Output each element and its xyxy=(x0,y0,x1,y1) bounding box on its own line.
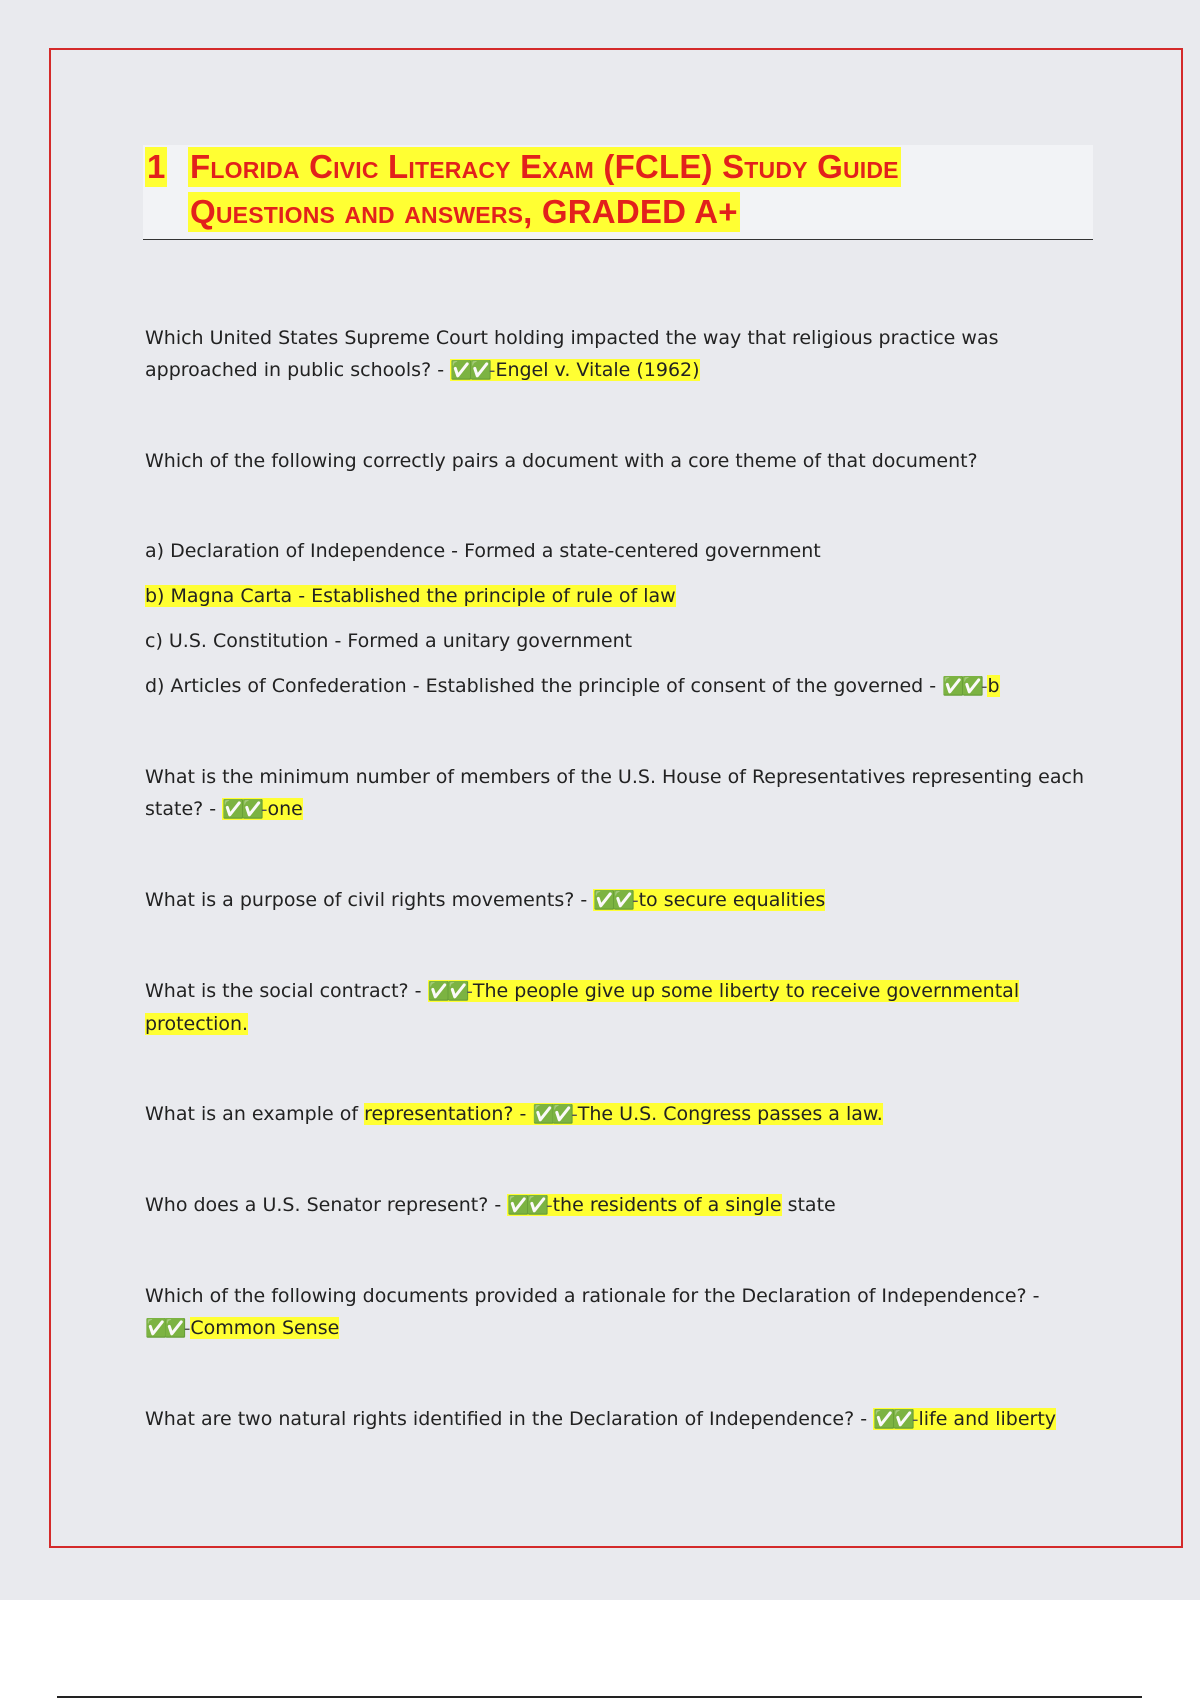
question-text: Who does a U.S. Senator represent? - xyxy=(145,1194,508,1216)
heading-number: 1 xyxy=(147,148,166,185)
option-text: c) U.S. Constitution - Formed a unitary government xyxy=(145,630,633,652)
double-check-icon: ✅✅- xyxy=(873,1409,916,1430)
answer-highlight xyxy=(450,359,699,381)
qa-item-1 xyxy=(145,322,1090,387)
qa-item-4 xyxy=(145,884,1090,917)
answer-text: Common Sense xyxy=(190,1317,340,1339)
qa-item-3 xyxy=(145,761,1090,826)
qa-item-5 xyxy=(145,975,1090,1040)
question-text: What is a purpose of civil rights movements? - xyxy=(145,889,594,911)
question-text: What are two natural rights identified in the Declaration of Independence? - xyxy=(145,1408,874,1430)
answer-highlight xyxy=(593,889,825,911)
double-check-icon: ✅✅- xyxy=(942,676,985,697)
double-check-icon: ✅✅- xyxy=(222,799,265,820)
question-text: Which United States Supreme Court holding impacted the way that religious practice was approached in public schools? - xyxy=(145,327,999,381)
question-text: Which of the following documents provided a rationale for the Declaration of Independence? - xyxy=(145,1285,1040,1307)
option-text: b) Magna Carta - Established the principle of rule of law xyxy=(145,585,676,607)
option-text: a) Declaration of Independence - Formed a state-centered government xyxy=(145,540,821,562)
double-check-icon: ✅✅- xyxy=(427,981,470,1002)
double-check-icon: ✅✅- xyxy=(145,1318,188,1339)
heading-line-2: Questions and answers, GRADED A+ xyxy=(190,193,738,230)
question-text: What is an example of xyxy=(145,1103,365,1125)
answer-text: to secure equalities xyxy=(638,889,826,911)
double-check-icon: ✅✅- xyxy=(532,1104,575,1125)
answer-highlight xyxy=(222,798,303,820)
answer-text: b xyxy=(987,675,1000,697)
option-text: d) Articles of Confederation - Established the principle of consent of the governed - xyxy=(145,675,943,697)
bottom-divider xyxy=(57,1696,1142,1698)
double-check-icon: ✅✅- xyxy=(593,890,636,911)
qa-item-6 xyxy=(145,1098,1090,1131)
answer-highlight xyxy=(873,1408,1056,1430)
qa-item-7 xyxy=(145,1189,1090,1222)
document-heading xyxy=(143,145,1093,240)
qa-item-2 xyxy=(145,445,1090,477)
option-c xyxy=(145,625,1090,657)
question-highlight-text: representation? - xyxy=(364,1103,533,1125)
double-check-icon: ✅✅- xyxy=(450,360,493,381)
answer-text: the residents of a single xyxy=(552,1194,782,1216)
question-text: What is the social contract? - xyxy=(145,980,428,1002)
option-a xyxy=(145,535,1090,567)
answer-tail-text: state xyxy=(781,1194,836,1216)
heading-line-1: Florida Civic Literacy Exam (FCLE) Study Guide xyxy=(190,148,899,185)
answer-text: Engel v. Vitale (1962) xyxy=(495,359,700,381)
question-text: What is the minimum number of members of the U.S. House of Representatives representing each state? - xyxy=(145,766,1085,820)
option-b xyxy=(145,580,1090,612)
answer-text: life and liberty xyxy=(918,1408,1057,1430)
answer-text: The people give up some liberty to receive governmental protection. xyxy=(145,980,1020,1035)
answer-text: one xyxy=(267,798,303,820)
answer-text: The U.S. Congress passes a law. xyxy=(577,1103,883,1125)
double-check-icon: ✅✅- xyxy=(507,1195,550,1216)
qa-item-9 xyxy=(145,1403,1090,1436)
option-d xyxy=(145,670,1090,703)
answer-highlight xyxy=(507,1194,781,1216)
qa-content xyxy=(145,322,1090,1436)
qa-item-8 xyxy=(145,1280,1090,1345)
question-text: Which of the following correctly pairs a document with a core theme of that document? xyxy=(145,450,978,472)
answer-highlight xyxy=(364,1103,883,1125)
